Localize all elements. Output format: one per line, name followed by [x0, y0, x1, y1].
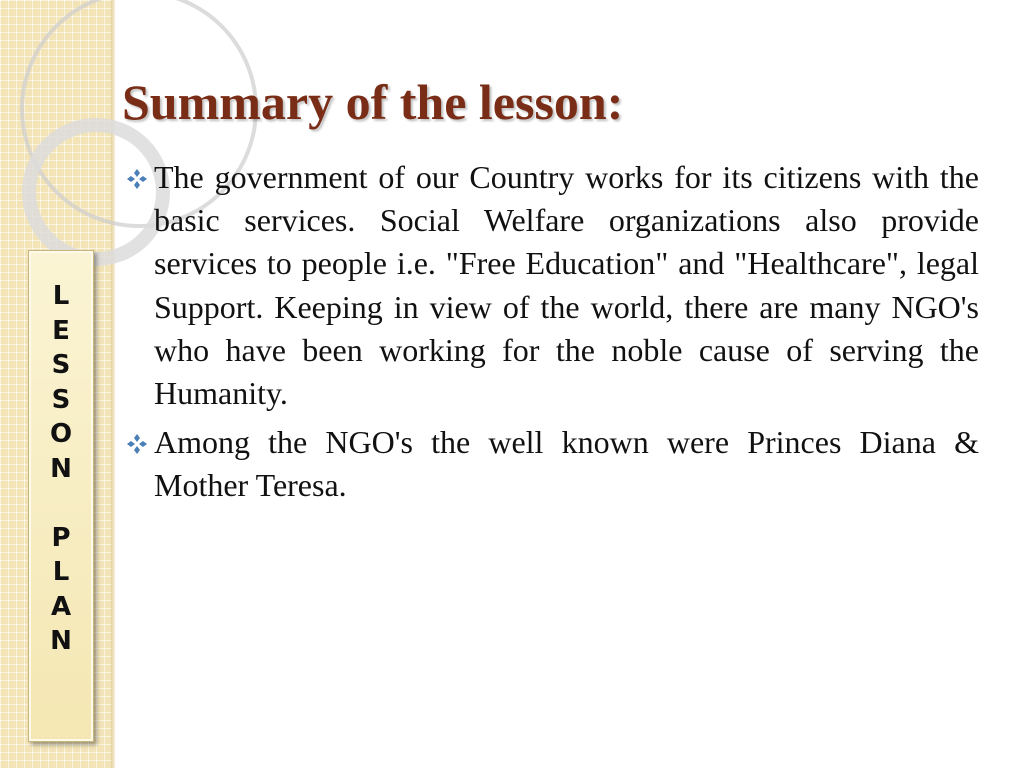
slide-title: Summary of the lesson: — [122, 74, 624, 130]
lesson-plan-label: L E S S O N P L A N — [49, 281, 73, 656]
bullet-item — [124, 421, 979, 507]
lesson-plan-label-box — [28, 250, 94, 742]
bullet-text: Among the NGO's the well known were Princes Diana & Mother Teresa. — [154, 424, 979, 504]
bullet-item — [124, 156, 979, 415]
bullet-text: The government of our Country works for its citizens with the basic services. Social Welfare organizations also provide services to people i.e. "Free Education" and "Healthcare", legal Support. Keeping in view of the world, there are many NGO's who have been working for the noble cause of serving the Humanity. — [154, 159, 979, 412]
diamond-bullet-icon — [126, 168, 148, 190]
bullet-list — [124, 156, 979, 514]
diamond-bullet-icon — [126, 433, 148, 455]
